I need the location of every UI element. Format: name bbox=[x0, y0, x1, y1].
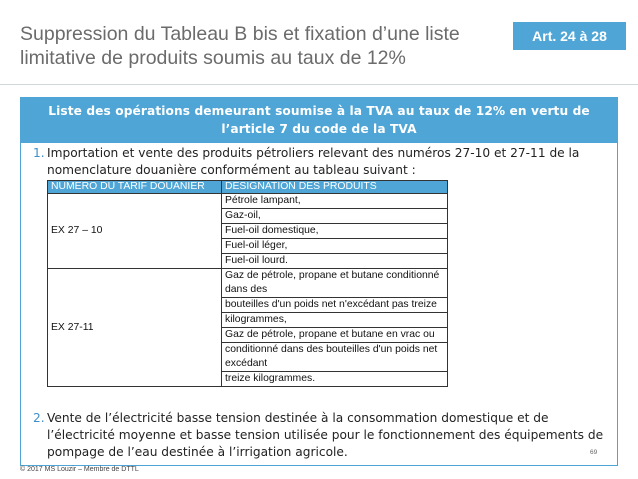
list-item-number: 1. bbox=[33, 146, 45, 160]
tariff-table bbox=[47, 180, 448, 387]
product-cell: Fuel-oil léger, bbox=[222, 239, 448, 254]
product-cell: treize kilogrammes. bbox=[222, 372, 448, 387]
article-badge: Art. 24 à 28 bbox=[513, 22, 626, 50]
tariff-code-cell: EX 27-11 bbox=[48, 269, 222, 387]
product-cell: bouteilles d'un poids net n'excédant pas treize bbox=[222, 298, 448, 313]
product-cell: Gaz-oil, bbox=[222, 209, 448, 224]
list-item-1 bbox=[33, 145, 609, 179]
footer-copyright: © 2017 MS Louzir – Membre de DTTL bbox=[20, 466, 139, 473]
list-item-text: Importation et vente des produits pétroliers relevant des numéros 27-10 et 27-11 de la nomenclature douanière conformément au tableau suivant : bbox=[47, 146, 580, 177]
list-item-text: Vente de l’électricité basse tension destinée à la consommation domestique et de l’électricité moyenne et basse tension utilisée pour le fonctionnement des équipements de pompage de l’eau destinée à l’irrigation agricole. bbox=[47, 411, 604, 459]
slide-title: Suppression du Tableau B bis et fixation d’une liste limitative de produits soumis au taux de 12% bbox=[20, 23, 460, 69]
divider bbox=[0, 84, 638, 85]
box-header-line-2: l’article 7 du code de la TVA bbox=[221, 122, 417, 136]
product-cell: Pétrole lampant, bbox=[222, 194, 448, 209]
page-number: 69 bbox=[590, 449, 598, 456]
table-row bbox=[48, 269, 448, 298]
list-item-2 bbox=[33, 410, 609, 461]
product-cell: conditionné dans des bouteilles d'un poids net excédant bbox=[222, 343, 448, 372]
box-header-line-1: Liste des opérations demeurant soumise à la TVA au taux de 12% en vertu de bbox=[48, 104, 590, 118]
list-item-number: 2. bbox=[33, 411, 45, 425]
product-cell: Gaz de pétrole, propane et butane conditionné dans des bbox=[222, 269, 448, 298]
product-cell: Fuel-oil domestique, bbox=[222, 224, 448, 239]
header-tariff-number: NUMERO DU TARIF DOUANIER bbox=[48, 181, 222, 194]
table-header-row bbox=[48, 181, 448, 194]
product-cell: Fuel-oil lourd. bbox=[222, 254, 448, 269]
header-product-designation: DESIGNATION DES PRODUITS bbox=[222, 181, 448, 194]
box-header bbox=[20, 97, 618, 143]
table-row bbox=[48, 194, 448, 209]
product-cell: Gaz de pétrole, propane et butane en vrac ou bbox=[222, 328, 448, 343]
product-cell: kilogrammes, bbox=[222, 313, 448, 328]
tariff-code-cell: EX 27 – 10 bbox=[48, 194, 222, 269]
